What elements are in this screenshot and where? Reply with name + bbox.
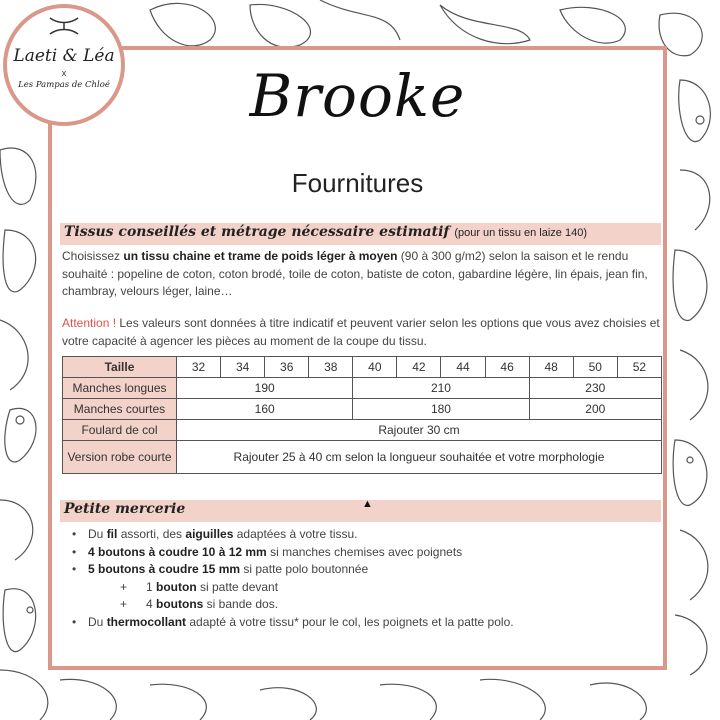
row-label: Manches longues bbox=[63, 378, 177, 399]
size-cell: 50 bbox=[573, 357, 617, 378]
size-cell: 34 bbox=[221, 357, 265, 378]
haberdashery-list bbox=[64, 526, 654, 631]
table-cell: Rajouter 25 à 40 cm selon la longueur souhaitée et votre morphologie bbox=[177, 441, 662, 474]
table-row bbox=[63, 378, 662, 399]
table-row bbox=[63, 441, 662, 474]
size-cell: 36 bbox=[265, 357, 309, 378]
size-cell: 32 bbox=[177, 357, 221, 378]
fabric-heading-note: (pour un tissu en laize 140) bbox=[454, 227, 587, 239]
size-cell: 48 bbox=[529, 357, 573, 378]
page-subtitle: Fournitures bbox=[291, 168, 424, 198]
table-cell: 200 bbox=[529, 399, 661, 420]
row-label: Version robe courte bbox=[63, 441, 177, 474]
page-title: Brooke bbox=[249, 62, 466, 130]
fabric-heading: Tissus conseillés et métrage nécessaire estimatif (pour un tissu en laize 140) bbox=[64, 224, 587, 240]
attention-paragraph: Attention ! Les valeurs sont données à titre indicatif et peuvent varier selon les options que vous avez choisies et votre capacité à agencer les pièces au moment de la coupe du tissu. bbox=[62, 316, 660, 348]
table-header-row bbox=[63, 357, 662, 378]
table-cell: Rajouter 30 cm bbox=[177, 420, 662, 441]
haberdashery-heading-band bbox=[60, 500, 661, 522]
list-item: • 5 boutons à coudre 15 mm si patte polo boutonnée bbox=[72, 562, 369, 576]
size-cell: 40 bbox=[353, 357, 397, 378]
table-cell: 180 bbox=[353, 399, 529, 420]
table-cell: 210 bbox=[353, 378, 529, 399]
size-cell: 42 bbox=[397, 357, 441, 378]
size-cell: 38 bbox=[309, 357, 353, 378]
list-subitem: + 1 bouton si patte devant bbox=[120, 579, 279, 594]
size-header: Taille bbox=[63, 357, 177, 378]
brand-logo bbox=[3, 4, 125, 126]
scissors-icon bbox=[44, 14, 84, 38]
size-cell: 44 bbox=[441, 357, 485, 378]
table-cell: 160 bbox=[177, 399, 353, 420]
table-cell: 190 bbox=[177, 378, 353, 399]
attention-label: Attention ! bbox=[62, 316, 117, 330]
list-item: • 4 boutons à coudre 10 à 12 mm si manches chemises avec poignets bbox=[72, 544, 463, 559]
mouse-cursor-icon: ▲ bbox=[362, 498, 373, 510]
fabric-paragraph: Choisissez un tissu chaine et trame de poids léger à moyen (90 à 300 g/m2) selon la saison et le rendu souhaité : popeline de coton, coton brodé, toile de coton, batiste de coton, gabardine légère, lin épais, jean fin, chambray, velours léger, laine… bbox=[62, 249, 648, 298]
logo-cross: x bbox=[61, 68, 67, 78]
list-subitem: + 4 boutons si bande dos. bbox=[120, 597, 279, 611]
list-item: • Du thermocollant adapté à votre tissu* pour le col, les poignets et la patte polo. bbox=[72, 614, 514, 629]
size-cell: 52 bbox=[617, 357, 661, 378]
row-label: Foulard de col bbox=[63, 420, 177, 441]
logo-line-1: Laeti & Léa bbox=[13, 46, 115, 66]
fabric-heading-band bbox=[60, 223, 661, 245]
table-cell: 230 bbox=[529, 378, 661, 399]
row-label: Manches courtes bbox=[63, 399, 177, 420]
yardage-table bbox=[62, 356, 662, 474]
haberdashery-heading: Petite mercerie bbox=[64, 501, 186, 517]
table-row bbox=[63, 399, 662, 420]
table-row bbox=[63, 420, 662, 441]
list-item: • Du fil assorti, des aiguilles adaptées à votre tissu. bbox=[72, 527, 358, 541]
pattern-sheet bbox=[48, 46, 667, 670]
size-cell: 46 bbox=[485, 357, 529, 378]
logo-line-2: Les Pampas de Chloé bbox=[18, 80, 110, 90]
